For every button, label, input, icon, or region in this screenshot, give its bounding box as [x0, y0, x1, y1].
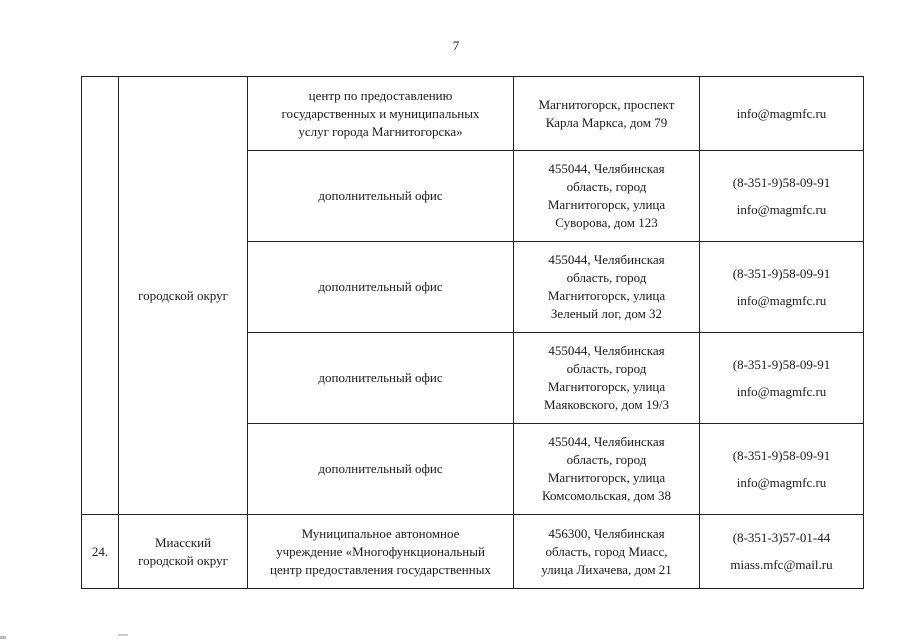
office-name-line: Муниципальное автономное — [301, 525, 460, 541]
municipality-cell — [119, 515, 248, 589]
email-text: info@magmfc.ru — [736, 105, 827, 121]
email-text: info@magmfc.ru — [736, 474, 827, 490]
table-row — [82, 515, 864, 589]
office-name-cell — [248, 515, 514, 589]
phone-text: (8-351-9)58-09-91 — [732, 265, 831, 281]
address-line: Магнитогорск, улица — [547, 197, 666, 212]
contacts-cell — [700, 424, 864, 515]
address-cell — [514, 151, 700, 242]
address-line: область, город — [566, 179, 647, 194]
office-name-line: дополнительный офис — [318, 188, 443, 203]
scan-artifact — [0, 628, 905, 640]
address-cell — [514, 242, 700, 333]
phone-text: (8-351-9)58-09-91 — [732, 174, 831, 190]
address-line: Магнитогорск, улица — [547, 470, 666, 485]
address-cell — [514, 424, 700, 515]
address-line: область, город — [566, 361, 647, 376]
contacts-cell — [700, 242, 864, 333]
address-line: Зеленый лог, дом 32 — [550, 306, 663, 321]
address-line: область, город Миасс, — [545, 543, 668, 559]
contacts-cell — [700, 333, 864, 424]
address-cell — [514, 515, 700, 589]
mfc-offices-table — [81, 76, 864, 589]
address-line: область, город — [566, 270, 647, 285]
contacts-cell — [700, 515, 864, 589]
address-line: улица Лихачева, дом 21 — [541, 561, 672, 577]
address-line: Суворова, дом 123 — [555, 215, 658, 230]
address-line: 455044, Челябинская — [548, 434, 665, 449]
address-line: Магнитогорск, проспект — [538, 96, 675, 112]
scan-dot — [0, 636, 6, 639]
table-row — [82, 77, 864, 151]
address-line: 455044, Челябинская — [548, 343, 665, 358]
office-name-cell — [248, 151, 514, 242]
address-line: 456300, Челябинская — [548, 525, 665, 541]
office-name-cell — [248, 424, 514, 515]
phone-text: (8-351-9)58-09-91 — [732, 356, 831, 372]
office-name-cell — [248, 77, 514, 151]
email-text: miass.mfc@mail.ru — [730, 557, 833, 572]
office-name-line: дополнительный офис — [318, 461, 443, 476]
address-line: Карла Маркса, дом 79 — [545, 114, 668, 130]
email-text: info@magmfc.ru — [736, 201, 827, 217]
address-line: область, город — [566, 452, 647, 467]
phone-text: (8-351-3)57-01-44 — [732, 530, 831, 545]
contacts-cell — [700, 77, 864, 151]
office-name-cell — [248, 333, 514, 424]
address-line: Магнитогорск, улица — [547, 379, 666, 394]
address-line: Маяковского, дом 19/3 — [544, 397, 669, 412]
office-name-line: дополнительный офис — [318, 370, 443, 385]
office-name-line: услуг города Магнитогорска» — [298, 123, 463, 139]
municipality-cell: городской округ — [119, 77, 248, 515]
office-name-line: дополнительный офис — [318, 279, 443, 294]
scan-dot — [118, 634, 128, 636]
address-cell — [514, 77, 700, 151]
row-number-cell: 24. — [82, 515, 119, 589]
row-number-cell — [82, 77, 119, 515]
municipality-line: Миасский — [154, 534, 212, 550]
phone-text: (8-351-9)58-09-91 — [732, 447, 831, 463]
address-cell — [514, 333, 700, 424]
address-line: 455044, Челябинская — [548, 252, 665, 267]
municipality-line: городской округ — [138, 552, 228, 568]
page-number: 7 — [452, 38, 460, 53]
email-text: info@magmfc.ru — [736, 383, 827, 399]
contacts-cell — [700, 151, 864, 242]
address-line: Магнитогорск, улица — [547, 288, 666, 303]
office-name-line: государственных и муниципальных — [281, 105, 480, 121]
office-name-line: центр предоставления государственных — [270, 561, 491, 577]
office-name-cell — [248, 242, 514, 333]
address-line: 455044, Челябинская — [548, 161, 665, 176]
address-line: Комсомольская, дом 38 — [542, 488, 671, 503]
office-name-line: учреждение «Многофункциональный — [276, 543, 485, 559]
email-text: info@magmfc.ru — [736, 292, 827, 308]
office-name-line: центр по предоставлению — [308, 87, 453, 103]
